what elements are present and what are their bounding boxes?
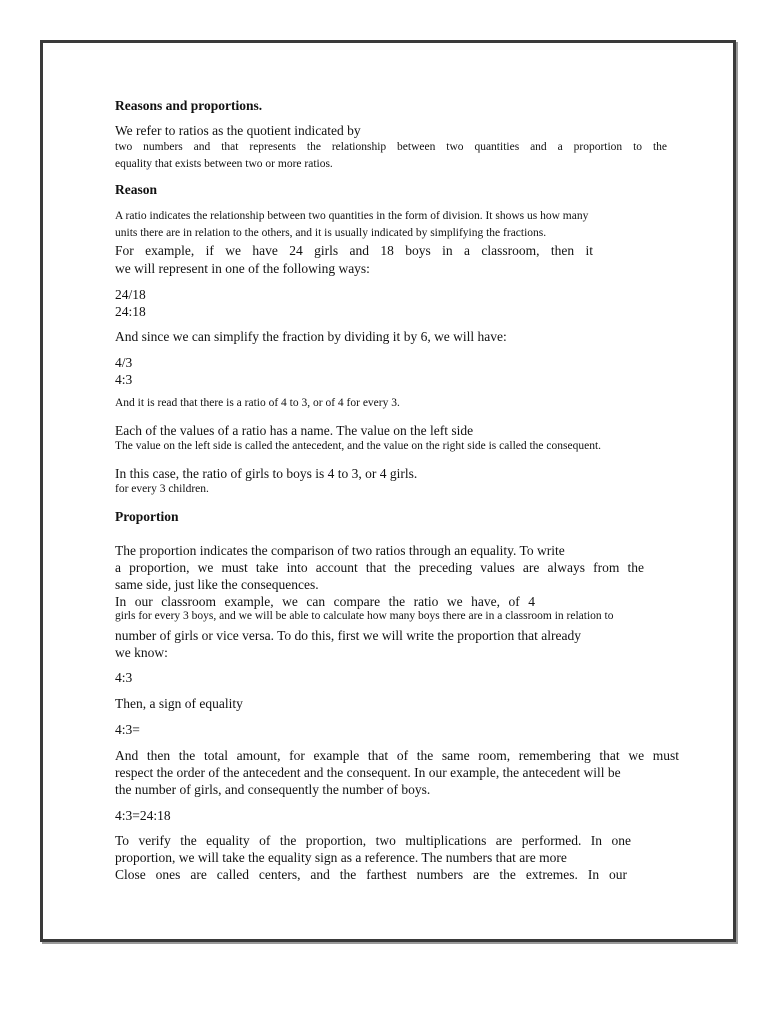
text-line: 4:3= — [115, 722, 140, 737]
text-line: 4/3 — [115, 355, 133, 370]
document-title: Reasons and proportions. — [115, 98, 263, 113]
text-line: we will represent in one of the following ways: — [115, 261, 370, 276]
text-line: To verify the equality of the proportion, two multiplications are performed. In one — [115, 833, 631, 848]
text-line: The value on the left side is called the antecedent, and the value on the right side is called the consequent. — [115, 440, 602, 452]
text-line: In our classroom example, we can compare the ratio we have, of 4 — [115, 594, 535, 609]
text-line: for every 3 children. — [115, 483, 209, 495]
text-line: 4:3 — [115, 670, 133, 685]
text-line: 24/18 — [115, 287, 146, 302]
text-line: two numbers and that represents the relationship between two quantities and a proportion to the — [115, 141, 667, 153]
section-heading-reason: Reason — [115, 182, 158, 197]
text-line: respect the order of the antecedent and the consequent. In our example, the antecedent will be — [115, 765, 621, 780]
text-line: Then, a sign of equality — [115, 696, 243, 711]
text-line: A ratio indicates the relationship between two quantities in the form of division. It shows us how many — [115, 210, 589, 222]
text-line: 4:3=24:18 — [115, 808, 171, 823]
text-line: In this case, the ratio of girls to boys is 4 to 3, or 4 girls. — [115, 466, 418, 481]
text-line: And it is read that there is a ratio of 4 to 3, or of 4 for every 3. — [115, 397, 400, 409]
text-line: And since we can simplify the fraction by dividing it by 6, we will have: — [115, 329, 507, 344]
text-line: We refer to ratios as the quotient indicated by — [115, 123, 361, 138]
text-line: girls for every 3 boys, and we will be able to calculate how many boys there are in a classroom in relation to — [115, 610, 614, 622]
text-line: The proportion indicates the comparison of two ratios through an equality. To write — [115, 543, 565, 558]
text-line: Close ones are called centers, and the farthest numbers are the extremes. In our — [115, 867, 627, 882]
text-line: number of girls or vice versa. To do this, first we will write the proportion that already — [115, 628, 581, 643]
text-line: units there are in relation to the others, and it is usually indicated by simplifying the fractions. — [115, 227, 547, 239]
text-line: For example, if we have 24 girls and 18 boys in a classroom, then it — [115, 243, 593, 258]
text-line: And then the total amount, for example that of the same room, remembering that we must — [115, 748, 679, 763]
text-line: 4:3 — [115, 372, 133, 387]
text-line: the number of girls, and consequently the number of boys. — [115, 782, 431, 797]
text-line: same side, just like the consequences. — [115, 577, 319, 592]
text-line: proportion, we will take the equality sign as a reference. The numbers that are more — [115, 850, 567, 865]
text-line: a proportion, we must take into account that the preceding values are always from the — [115, 560, 644, 575]
text-line: equality that exists between two or more ratios. — [115, 158, 333, 170]
text-line: 24:18 — [115, 304, 146, 319]
text-line: Each of the values of a ratio has a name. The value on the left side — [115, 423, 474, 438]
section-heading-proportion: Proportion — [115, 509, 179, 524]
page-frame — [40, 40, 736, 942]
text-line: we know: — [115, 645, 168, 660]
